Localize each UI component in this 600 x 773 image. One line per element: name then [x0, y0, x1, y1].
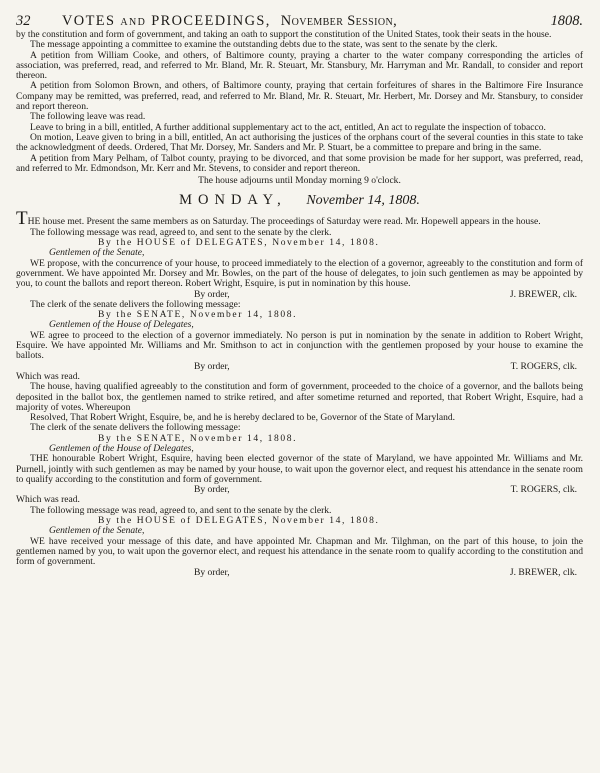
- running-header: [16, 12, 583, 30]
- session-year: 1808.: [550, 13, 583, 29]
- paragraph: The clerk of the senate delivers the following message:: [30, 422, 241, 434]
- message-salutation: Gentlemen of the House of Delegates,: [49, 319, 194, 331]
- paragraph: Which was read.: [16, 494, 80, 506]
- signature: J. BREWER, clk.: [509, 566, 577, 578]
- day-name: MONDAY,: [179, 192, 287, 209]
- paragraph: A petition from Mary Pelham, of Talbot county, praying to be divorced, and that some provision be made for her support, was preferred, read, and referred to Mr. Edmondson, Mr. Kerr and Mr. Stevens, to consider and report thereon.: [16, 152, 583, 174]
- message-origin: By the HOUSE of DELEGATES, November 14, 1808.: [98, 515, 380, 527]
- signature: J. BREWER, clk.: [509, 288, 577, 300]
- by-order: By order,: [194, 360, 230, 372]
- message-text: THE honourable Robert Wright, Esquire, having been elected governor of the state of Maryland, we have appointed Mr. Williams and Mr. Purnell, jointly with such gentlemen as may be named by your house, to wait upon the governor elect, and request his attendance in the senate room to qualify according to the constitution and form of government.: [16, 453, 583, 485]
- paragraph: by the constitution and form of government, and taking an oath to support the constitution of the United States, took their seats in the house.: [16, 29, 552, 40]
- paragraph: The house, having qualified agreeably to the constitution and form of government, proceeded to the choice of a governor, and the ballots being deposited in the ballot box, the gentlemen named to strike retired, and after sometime returned and reported, that Robert Wright, Esquire, had a majority of votes. Whereupon: [16, 381, 583, 413]
- drop-cap: T: [16, 208, 28, 230]
- paragraph: THE house met. Present the same members as on Saturday. The proceedings of Saturday were read. Mr. Hopewell appears in the house.: [16, 208, 541, 230]
- signature-row: [16, 362, 583, 372]
- page-title: VOTES and PROCEEDINGS,: [62, 13, 271, 29]
- signature-row: [16, 568, 583, 578]
- by-order: By order,: [194, 288, 230, 300]
- paragraph: A petition from Solomon Brown, and others, of Baltimore county, praying that certain forfeitures of shares in the Baltimore Fire Insurance Company may be remitted, was preferred, read, and referred to Mr. Bland, Mr. R. Steuart, Mr. Herbert, Mr. Dorsey and Mr. Stansbury, to consider and report thereon.: [16, 80, 583, 113]
- signature-row: [16, 485, 583, 495]
- message-text: WE propose, with the concurrence of your house, to proceed immediately to the election of a governor, agreeably to the constitution and form of government. We have appointed Mr. Dorsey and Mr. Bowles, on the part of the house of delegates, to join such gentlemen as may be appointed by you, to count the ballots and report thereon. Robert Wright, Esquire, is put in nomination by this house.: [16, 257, 583, 290]
- message-origin: By the HOUSE of DELEGATES, November 14, 1808.: [98, 237, 380, 249]
- paragraph: The following message was read, agreed to, and sent to the senate by the clerk.: [30, 226, 332, 238]
- paragraph: The following leave was read.: [30, 111, 146, 123]
- by-order: By order,: [194, 484, 230, 496]
- paragraph: Which was read.: [16, 370, 80, 382]
- message-salutation: Gentlemen of the House of Delegates,: [49, 442, 194, 454]
- paragraph: A petition from William Cooke, and others, of Baltimore county, praying a charter to the water company corresponding the articles of association, was preferred, read, and referred to Mr. Bland, Mr. R. Steuart, Mr. Stansbury, Mr. Harryman and Mr. Randall, to consider and report thereon.: [16, 49, 583, 82]
- message-text: WE have received your message of this date, and have appointed Mr. Chapman and Mr. Tilghman, on the part of this house, to join the gentlemen named by you, to wait upon the governor elect, and request his attendance in the senate room to qualify according to the constitution and form of government.: [16, 535, 583, 568]
- message-origin: By the SENATE, November 14, 1808.: [98, 309, 298, 321]
- signature: T. ROGERS, clk.: [510, 484, 577, 496]
- day-date: November 14, 1808.: [306, 193, 420, 209]
- day-heading: [16, 192, 583, 209]
- session-label: November Session,: [280, 13, 398, 29]
- message-salutation: Gentlemen of the Senate,: [49, 525, 145, 537]
- message-origin: By the SENATE, November 14, 1808.: [98, 432, 298, 444]
- message-text: WE agree to proceed to the election of a governor immediately. No person is put in nomination by the senate in addition to Robert Wright, Esquire. We have appointed Mr. Williams and Mr. Smithson to act in conjunction with the gentlemen proposed by your house to examine the ballots.: [16, 329, 583, 362]
- paragraph: On motion, Leave given to bring in a bill, entitled, An act authorising the justices of the orphans court of the several counties in this state to take the acknowledgment of deeds. Ordered, That Mr. Dorsey, Mr. Sanders and Mr. P. Stuart, be a committee to prepare and bring in the same.: [16, 131, 583, 154]
- page-number: 32: [16, 13, 31, 29]
- message-salutation: Gentlemen of the Senate,: [49, 247, 145, 259]
- page-body: [16, 30, 583, 578]
- adjourn-notice: The house adjourns until Monday morning 9 o'clock.: [198, 175, 401, 187]
- paragraph: The clerk of the senate delivers the following message:: [30, 298, 241, 310]
- paragraph: The following message was read, agreed to, and sent to the senate by the clerk.: [30, 504, 332, 516]
- by-order: By order,: [194, 566, 230, 578]
- signature: T. ROGERS, clk.: [510, 360, 577, 372]
- resolution: Resolved, That Robert Wright, Esquire, be, and he is hereby declared to be, Governor of the State of Maryland.: [30, 412, 456, 424]
- paragraph: Leave to bring in a bill, entitled, A further additional supplementary act to the act, entitled, An act to regulate the inspection of tobacco.: [30, 121, 546, 133]
- paragraph: The message appointing a committee to examine the outstanding debts due to the state, was sent to the senate by the clerk.: [30, 39, 498, 51]
